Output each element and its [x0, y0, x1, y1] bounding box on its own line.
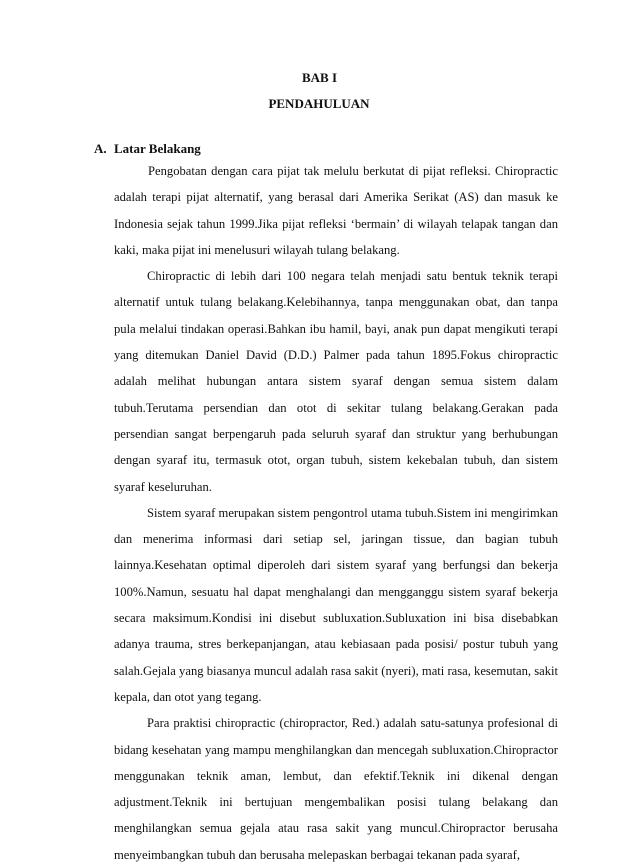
section-heading — [94, 141, 201, 157]
section-title: Latar Belakang — [114, 141, 201, 156]
paragraph-1: Pengobatan dengan cara pijat tak melulu berkutat di pijat refleksi. Chiropractic adalah terapi pijat alternatif, yang berasal dari Amerika Serikat (AS) dan masuk ke Indonesia sejak tahun 1999.Jika pijat refleksi ‘bermain’ di wilayah telapak tangan dan kaki, maka pijat ini menelusuri wilayah tulang belakang. — [114, 164, 558, 257]
paragraph-3: Sistem syaraf merupakan sistem pengontrol utama tubuh.Sistem ini mengirimkan dan menerima informasi dari setiap sel, jaringan tissue, dan bagian tubuh lainnya.Kesehatan optimal diperoleh dari sistem syaraf yang berfungsi dan bekerja 100%.Namun, sesuatu hal dapat menghalangi dan mengganggu sistem syaraf bekerja secara maksimum.Kondisi ini disebut subluxation.Subluxation ini bisa disebabkan adanya trauma, stres berkepanjangan, atau kebiasaan pada posisi/ postur tubuh yang salah.Gejala yang biasanya muncul adalah rasa sakit (nyeri), mati rasa, kesemutan, sakit kepala, dan otot yang tegang. — [114, 505, 558, 704]
body-text — [114, 158, 558, 868]
section-letter: A. — [94, 141, 107, 156]
chapter-number: BAB I — [301, 70, 338, 85]
paragraph-2: Chiropractic di lebih dari 100 negara telah menjadi satu bentuk teknik terapi alternatif untuk tulang belakang.Kelebihannya, tanpa menggunakan obat, dan tanpa pula melalui tindakan operasi.Bahkan ibu hamil, bayi, anak pun dapat mengikuti terapi yang ditemukan Daniel David (D.D.) Palmer pada tahun 1895.Fokus chiropractic adalah melihat hubungan antara sistem syaraf dengan semua sistem dalam tubuh.Terutama persendian dan otot di sekitar tulang belakang.Gerakan pada persendian sangat berpengaruh pada seluruh syaraf dan struktur yang berhubungan dengan syaraf itu, termasuk otot, organ tubuh, sistem kekebalan tubuh, dan sistem syaraf keseluruhan. — [114, 269, 558, 494]
paragraph-4: Para praktisi chiropractic (chiropractor, Red.) adalah satu-satunya profesional di bidang kesehatan yang mampu menghilangkan dan mencegah subluxation.Chiropractor menggunakan teknik aman, lembut, dan efektif.Teknik ini dikenal dengan adjustment.Teknik ini bertujuan mengembalikan posisi tulang belakang dan menghilangkan semua gejala atau rasa sakit yang muncul.Chiropractor berusaha menyeimbangkan tubuh dan berusaha melepaskan berbagai tekanan pada syaraf, — [114, 716, 558, 862]
chapter-title: PENDAHULUAN — [268, 96, 370, 111]
